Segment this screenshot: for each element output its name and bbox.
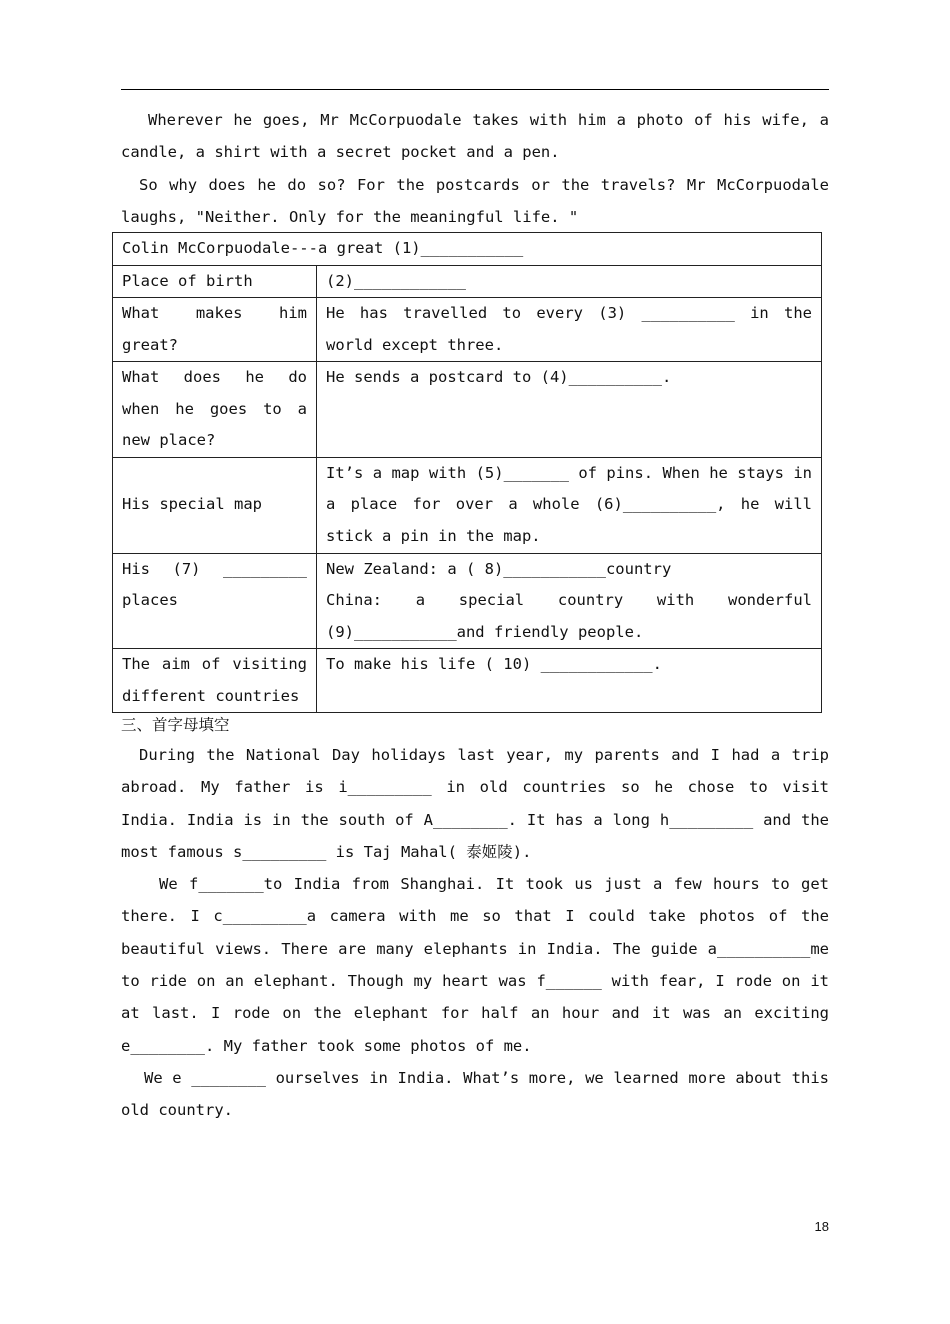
row-content-line: China: a special country with wonderful (9)___________and friendly people. bbox=[326, 591, 812, 641]
row-label: What does he do when he goes to a new place? bbox=[113, 362, 317, 458]
row-content: (2)____________ bbox=[317, 265, 822, 298]
intro-text bbox=[121, 104, 829, 233]
table-row bbox=[113, 649, 822, 713]
section3-paragraph-1: During the National Day holidays last year, my parents and I had a trip abroad. My father is i_________ in old countries so he chose to visit India. India is in the south of A________. It has a long h_________ and the most famous s_________ is Taj Mahal( 泰姬陵). bbox=[121, 746, 829, 861]
table-row bbox=[113, 298, 822, 362]
row-content bbox=[317, 553, 822, 649]
intro-paragraph-1: Wherever he goes, Mr McCorpuodale takes with him a photo of his wife, a candle, a shirt with a secret pocket and a pen. bbox=[121, 111, 829, 162]
row-content: He sends a postcard to (4)__________. bbox=[317, 362, 822, 458]
header-rule bbox=[121, 89, 829, 90]
page-number: 18 bbox=[814, 1219, 829, 1234]
info-table bbox=[112, 232, 822, 713]
row-label: The aim of visiting different countries bbox=[113, 649, 317, 713]
table-row bbox=[113, 265, 822, 298]
table-row bbox=[113, 362, 822, 458]
row-label: His (7) _________ places bbox=[113, 553, 317, 649]
row-content-line: New Zealand: a ( 8)___________country bbox=[326, 559, 672, 578]
row-content: To make his life ( 10) ____________. bbox=[317, 649, 822, 713]
table-row bbox=[113, 457, 822, 553]
section3-paragraph-2: We f_______to India from Shanghai. It took us just a few hours to get there. I c_________a camera with me so that I could take photos of the beautiful views. There are many elephants in India. The guide a__________me to ride on an elephant. Though my heart was f______ with fear, I rode on it at last. I rode on the elephant for half an hour and it was an exciting e________. My father took some photos of me. bbox=[121, 875, 829, 1055]
section3-paragraph-3: We e ________ ourselves in India. What’s more, we learned more about this old country. bbox=[121, 1068, 829, 1120]
row-content: He has travelled to every (3) __________ in the world except three. bbox=[317, 298, 822, 362]
section-heading: 三、首字母填空 bbox=[121, 716, 230, 734]
row-label: His special map bbox=[113, 457, 317, 553]
section3-text bbox=[121, 739, 829, 1127]
row-label: What makes him great? bbox=[113, 298, 317, 362]
table-title-row bbox=[113, 233, 822, 266]
row-content: It’s a map with (5)_______ of pins. When he stays in a place for over a whole (6)__________, he will stick a pin in the map. bbox=[317, 457, 822, 553]
row-label: Place of birth bbox=[113, 265, 317, 298]
table-title: Colin McCorpuodale---a great (1)___________ bbox=[113, 233, 822, 266]
intro-paragraph-2: So why does he do so? For the postcards or the travels? Mr McCorpuodale laughs, "Neither. Only for the meaningful life. " bbox=[121, 175, 829, 226]
table-row bbox=[113, 553, 822, 649]
